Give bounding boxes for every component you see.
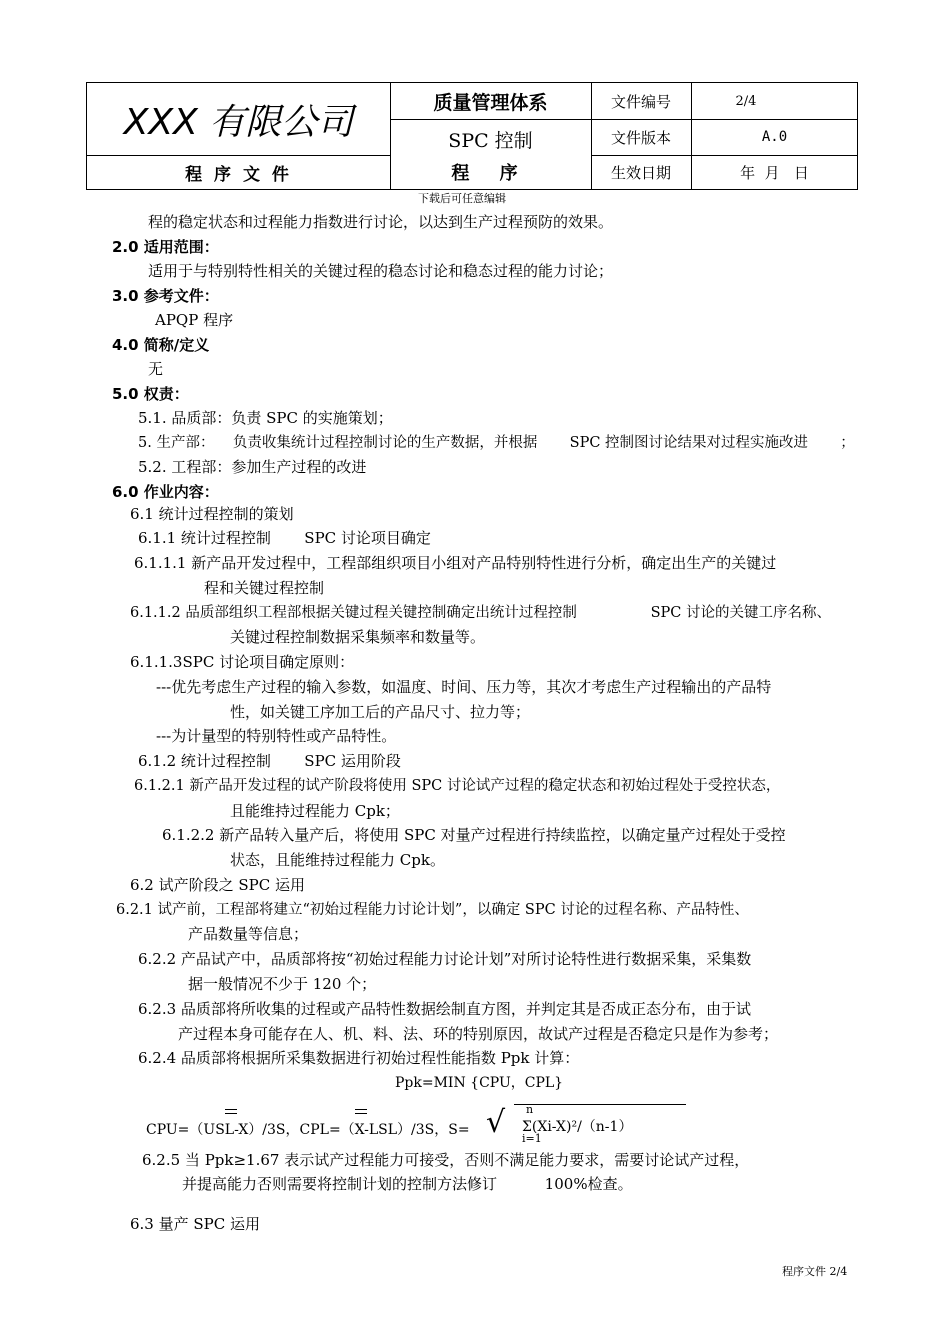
company-name: XXX 有限公司 — [123, 101, 354, 143]
text-line: 关键过程控制数据采集频率和数量等。 — [230, 628, 486, 646]
version-value: A.0 — [761, 129, 788, 145]
text-line: 且能维持过程能力 Cpk； — [230, 802, 400, 820]
section-heading: 2.0 适用范围： — [112, 238, 219, 256]
text-line: 6.1.2.2 新产品转入量产后，将使用 SPC 对量产过程进行持续监控，以确定量产过程处于受控 — [162, 826, 786, 844]
text-line: 性，如关键工序加工后的产品尺寸、拉力等； — [230, 703, 531, 721]
date-label: 生效日期 — [610, 163, 671, 182]
sum-lower-limit: i=1 — [522, 1132, 542, 1145]
text-line: 6.2.4 品质部将根据所采集数据进行初始过程性能指数 Ppk 计算： — [138, 1049, 580, 1067]
text-line: 6.1 统计过程控制的策划 — [130, 505, 294, 523]
text-line: 6.1.1.1 新产品开发过程中，工程部组织项目小组对产品特别特性进行分析，确定出生产的关键过 — [134, 554, 777, 572]
doc-no-value: 2/4 — [735, 93, 757, 109]
text-line: 6.2.2 产品试产中，品质部将按“初始过程能力讨论计划”对所讨论特性进行数据采集，采集数 — [138, 950, 752, 968]
version-label: 文件版本 — [610, 128, 671, 147]
text-line: 程的稳定状态和过程能力指数进行讨论，以达到生产过程预防的效果。 — [148, 213, 614, 231]
text-line: 程和关键过程控制 — [204, 579, 325, 597]
text-line: 产过程本身可能存在人、机、料、法、环的特别原因，故试产过程是否稳定只是作为参考； — [178, 1025, 779, 1043]
text-line: APQP 程序 — [155, 311, 234, 329]
section-heading: 3.0 参考文件： — [112, 287, 219, 305]
date-value: 年 月 日 — [740, 163, 809, 182]
text-line: 5. 生产部： 负责收集统计过程控制讨论的生产数据，并根据 SPC 控制图讨论结果对过程实施改进 ； — [138, 435, 855, 451]
text-line: 无 — [148, 360, 164, 378]
text-line: 6.1.1.2 品质部组织工程部根据关键过程关键控制确定出统计过程控制 SPC 讨论的关键工序名称、 — [130, 605, 831, 621]
text-line: 6.2.1 试产前，工程部将建立“初始过程能力讨论计划”，以确定 SPC 讨论的过程名称、产品特性、 — [116, 902, 749, 918]
text-line: 6.2.5 当 Ppk≥1.67 表示试产过程能力可接受，否则不满足能力要求，需要讨论试产过程， — [142, 1151, 750, 1169]
header-table — [86, 82, 858, 190]
doc-title-line1: SPC 控制 — [448, 129, 533, 152]
formula-sum: Σ(Xi-X)²/（n-1） — [522, 1119, 633, 1135]
text-line: 6.1.2.1 新产品开发过程的试产阶段将使用 SPC 讨论试产过程的稳定状态和初始过程处于受控状态， — [134, 778, 781, 794]
formula-cpu-cpl: CPU=（USL-X）/3S，CPL=（X-LSL）/3S，S= — [146, 1122, 470, 1138]
doc-type: 程 序 文 件 — [185, 164, 292, 185]
text-line: 5.1. 品质部：负责 SPC 的实施策划； — [138, 409, 393, 427]
text-line: 6.1.1.3SPC 讨论项目确定原则： — [130, 653, 355, 671]
page-footer: 程序文件 2/4 — [782, 1265, 848, 1278]
text-line: 6.2 试产阶段之 SPC 运用 — [130, 876, 306, 894]
doc-no-label: 文件编号 — [610, 92, 671, 111]
section-heading: 4.0 简称/定义 — [112, 336, 210, 354]
formula-ppk: Ppk=MIN {CPU，CPL} — [395, 1075, 564, 1091]
doc-title-line2: 程 序 — [451, 163, 530, 184]
text-line: 6.3 量产 SPC 运用 — [130, 1215, 261, 1233]
section-heading: 5.0 权责： — [112, 385, 189, 403]
watermark-text: 下载后可任意编辑 — [418, 192, 506, 205]
text-line: ---优先考虑生产过程的输入参数，如温度、时间、压力等，其次才考虑生产过程输出的产品特 — [156, 678, 772, 696]
text-line: 产品数量等信息； — [188, 925, 309, 943]
text-line: 5.2. 工程部：参加生产过程的改进 — [138, 458, 367, 476]
text-line: 并提高能力否则需要将控制计划的控制方法修订 100%检查。 — [182, 1175, 633, 1193]
sum-upper-limit: n — [526, 1103, 534, 1116]
text-line: 状态，且能维持过程能力 Cpk。 — [230, 851, 445, 869]
text-line: 适用于与特别特性相关的关键过程的稳态讨论和稳态过程的能力讨论； — [148, 262, 614, 280]
sqrt-symbol: √ — [486, 1105, 506, 1140]
text-line: 据一般情况不少于 120 个； — [188, 975, 377, 993]
section-heading: 6.0 作业内容： — [112, 483, 219, 501]
text-line: ---为计量型的特别特性或产品特性。 — [156, 727, 397, 745]
text-line: 6.1.2 统计过程控制 SPC 运用阶段 — [138, 752, 401, 770]
text-line: 6.1.1 统计过程控制 SPC 讨论项目确定 — [138, 529, 431, 547]
system-name: 质量管理体系 — [433, 91, 548, 114]
text-line: 6.2.3 品质部将所收集的过程或产品特性数据绘制直方图，并判定其是否成正态分布，由于试 — [138, 1000, 751, 1018]
